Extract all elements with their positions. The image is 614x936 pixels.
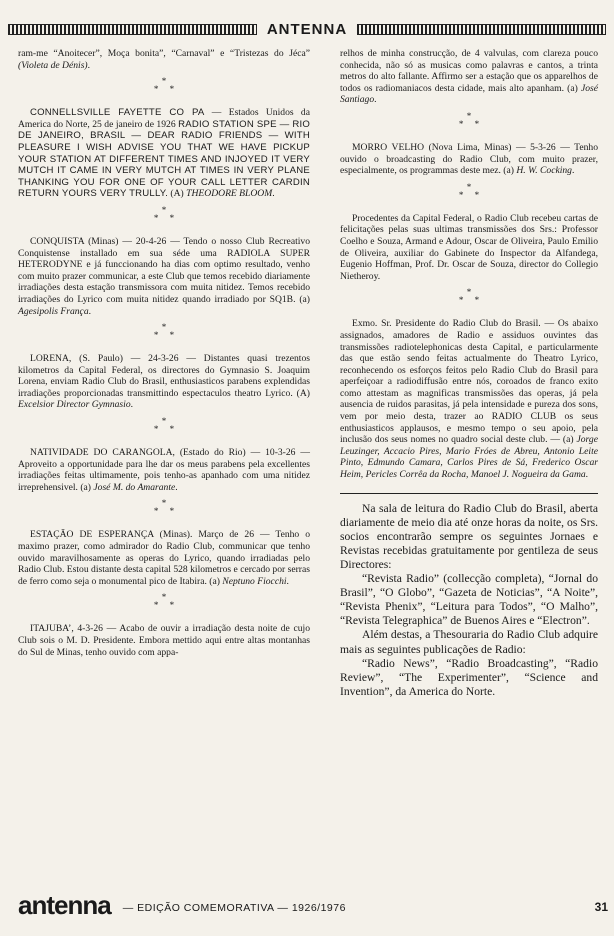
left-column bbox=[18, 48, 310, 658]
notice-divider bbox=[340, 493, 598, 494]
section-separator-asterisks: * * * bbox=[153, 498, 175, 517]
notice-paragraph: Além destas, a Thesouraria do Radio Club adquire mais as seguintes publicações de Radio: bbox=[340, 628, 598, 656]
letter-paragraph: MORRO VELHO (Nova Lima, Minas) — 5-3-26 — Tenho ouvido o broadcasting do Radio Club, com muito prazer, especialmente, os programmas deste mez. (a) H. W. Cocking. bbox=[340, 141, 598, 177]
notice-paragraph: “Revista Radio” (collecção completa), “Jornal do Brasil”, “O Globo”, “Gazeta de Noticias”, “A Noite”, “Revista Phenix”, “Leitura para Todos”, “O Malho”, “Revista Telegraphica” de Buenos Aires e “Electron”. bbox=[340, 572, 598, 628]
letter-paragraph: Exmo. Sr. Presidente do Radio Club do Brasil. — Os abaixo assignados, amadores de Radio e assiduos ouvintes das transmissões radiotelephonicas desta Capital, e particularmente das que estão sendo feitas actualmente do Theatro Lyrico, reconhecendo os esforços feitos pelo Radio Club do Brasil para aperfeiçoar a radiodiffusão entre nós, coroados de franco exito como attestam as magnificas transmissões das operas, já pela ausencia de ruidos parasitas, já pela intensidade e pureza dos sons, vem por meio desta, trazer ao RADIO CLUB os seus enthusiasticos applausos, e mesmo tempo o seu apoio, pela inclusão dos seus nomes no quadro social deste club. — (a) Jorge Leuzinger, Accacio Pires, Mario Fróes de Abreu, Antonio Leite Pinto, Edmundo Camara, Carlos Pires de Sá, Frederico Oscar Heim, Pericles Corrêa da Rocha, Manoel J. Nogueira da Gama. bbox=[340, 318, 598, 481]
page-footer bbox=[18, 888, 608, 918]
section-separator-asterisks: * * * bbox=[153, 416, 175, 435]
letter-paragraph: ESTAÇÃO DE ESPERANÇA (Minas). Março de 26 — Tenho o maximo prazer, como admirador do Radio Club, communicar que tenho ouvido maravilhosamente as operas do Lyrico, quando irradiadas pelo Radio Club. Estou distante desta capital 528 kilometros e cercado por serras de ferro como seja o monumental pico de Itabira. (a) Neptuno Fiocchi. bbox=[18, 529, 310, 587]
footer-edition: — EDIÇÃO COMEMORATIVA — 1926/1976 bbox=[122, 902, 346, 914]
page-header bbox=[8, 18, 606, 40]
masthead-title: ANTENNA bbox=[266, 20, 348, 38]
footer-logo: antenna bbox=[18, 890, 111, 920]
letter-paragraph: ram-me “Anoitecer”, Moça bonita”, “Carnaval” e “Tristezas do Jéca” (Violeta de Dénis). bbox=[18, 48, 310, 71]
letter-paragraph: CONQUISTA (Minas) — 20-4-26 — Tendo o nosso Club Recreativo Conquistense installado em sua séde uma RADIOLA SUPER HETERODYNE e já funccionando ha dias com optimo resultado, venho com muito prazer communicar, a este Club que temos recebido diariamente irradiações desta estação transmissora com muita nitidez. Temos recebido irradiações do Lyrico com muita nitidez quando irradiado por SQ1B. (a) Agesipolis França. bbox=[18, 235, 310, 317]
reading-room-notice bbox=[340, 502, 598, 699]
letter-paragraph: Procedentes da Capital Federal, o Radio Club recebeu cartas de felicitações pelas suas ultimas transmissões dos Srs.: Professor Coelho e Souza, Armand e Adour, Oscar de Oliveira, Paulo Emilio de Oliveira, auxiliar do Gabinete do Inspector da Alfandega, Eugenio Hoffman, Prof. Dr. Oscar de Souza, director do Collegio Nietheroy. bbox=[340, 212, 598, 282]
section-separator-asterisks: * * * bbox=[153, 204, 175, 223]
header-rule-left bbox=[8, 24, 257, 35]
letter-paragraph: ITAJUBA’, 4-3-26 — Acabo de ouvir a irradiação desta noite de cujo Club sois o M. D. Presidente. Embora mettido aqui entre altas montanhas do Sul de Minas, tenho ouvido com appa- bbox=[18, 623, 310, 658]
letter-paragraph: relhos de minha construcção, de 4 valvulas, com clareza pouco conhecida, não só as musicas como palavras e cantos, a trinta metros do alto fallante. Affirmo ser a estação que os apparelhos de todos os radiomaniacos desta cidade, mais alto apanham. (a) José Santiago. bbox=[340, 48, 598, 106]
letter-paragraph: CONNELLSVILLE FAYETTE CO PA — Estados Unidos da America do Norte, 25 de janeiro de 1926 RADIO STATION SPE — RIO DE JANEIRO, BRASIL — DEAR RADIO FRIENDS — WITH PLEASURE I WISH ADVISE YOU THAT WE HAVE PICKUP YOUR STATION AT DIFFERENT TIMES AND INJOYED IT VERY MUTCH IT CAME IN VERY MUTCH AT TIMES IN VERY PLANE THANKING YOU FOR ONE OF YOUR CALL LETTER CARDIN RETURN YOURS VERY TRULLY. (A) THEODORE BLOOM. bbox=[18, 107, 310, 200]
section-separator-asterisks: * * * bbox=[153, 592, 175, 611]
section-separator-asterisks: * * * bbox=[458, 110, 480, 129]
section-separator-asterisks: * * * bbox=[458, 287, 480, 306]
notice-paragraph: Na sala de leitura do Radio Club do Brasil, aberta diariamente de meio dia até onze horas da noite, os Srs. socios encontrarão sempre os seguintes Jornaes e Revistas recebidas gratuitamente por gentileza de seus Directores: bbox=[340, 501, 598, 571]
notice-paragraph: “Radio News”, “Radio Broadcasting”, “Radio Review”, “The Experimenter”, “Science and Invention”, da America do Norte. bbox=[340, 656, 598, 698]
section-separator-asterisks: * * * bbox=[153, 76, 175, 95]
letter-paragraph: LORENA, (S. Paulo) — 24-3-26 — Distantes quasi trezentos kilometros da Capital Federal, os directores do Gymnasio S. Joaquim Lorena, enviam Radio Club do Brasil, enthusiasticos parabens explendidas irradiações proporcionadas transmittindo espectaculos theatro Lyrico. (A) Excelsior Director Gymnasio. bbox=[18, 353, 310, 411]
header-rule-right bbox=[357, 24, 606, 35]
right-column-letters bbox=[340, 48, 598, 481]
section-separator-asterisks: * * * bbox=[153, 322, 175, 341]
section-separator-asterisks: * * * bbox=[458, 181, 480, 200]
letter-paragraph: NATIVIDADE DO CARANGOLA, (Estado do Rio) — 10-3-26 — Aproveito a opportunidade para lhe dar os meus parabens pela excellentes irradiações feitas ultimamente, pois tenho-as apanhado com uma nitidez irreprehensivel. (a) José M. do Amarante. bbox=[18, 447, 310, 493]
page-number: 31 bbox=[594, 900, 608, 914]
right-column bbox=[340, 48, 598, 699]
